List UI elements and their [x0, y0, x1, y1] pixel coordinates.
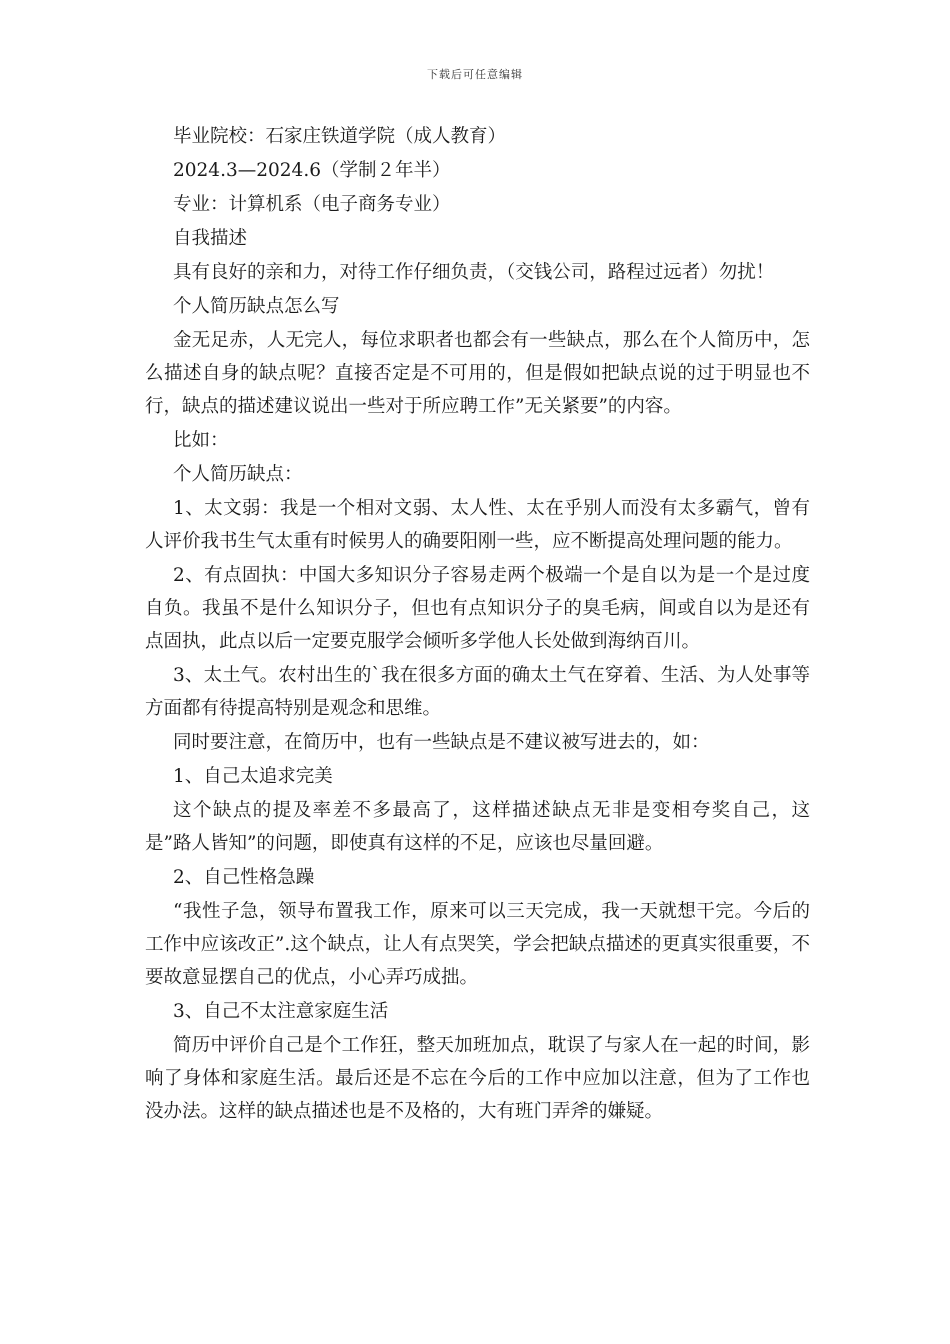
paragraph-study-period: 2024.3—2024.6（学制２年半） — [173, 160, 451, 181]
paragraph-weakness-2: 2、有点固执：中国大多知识分子容易走两个极端一个是自以为是一个是过度自负。我虽不是什么知识分子，但也有点知识分子的臭毛病，间或自以为是还有点固执，此点以后一定要克服学会倾听多学他人长处做到海纳百川。 — [145, 565, 810, 652]
paragraph-major: 专业：计算机系（电子商务专业） — [173, 194, 451, 215]
paragraph-weakness-3: 3、太土气。农村出生的`我在很多方面的确太土气在穿着、生活、为人处事等方面都有待提高特别是观念和思维。 — [145, 665, 810, 719]
paragraph-note: 同时要注意，在简历中，也有一些缺点是不建议被写进去的，如： — [173, 732, 710, 753]
heading-how-to-write-weaknesses: 个人简历缺点怎么写 — [173, 296, 340, 317]
paragraph-avoid-2: “我性子急，领导布置我工作，原来可以三天完成，我一天就想干完。今后的工作中应该改正”.这个缺点，让人有点哭笑，学会把缺点描述的更真实很重要，不要故意显摆自己的优点，小心弄巧成拙。 — [145, 901, 810, 988]
heading-avoid-3: 3、自己不太注意家庭生活 — [173, 1001, 389, 1022]
document-body — [145, 120, 810, 1129]
heading-self-description: 自我描述 — [173, 228, 248, 249]
paragraph-intro: 金无足赤，人无完人，每位求职者也都会有一些缺点，那么在个人简历中，怎么描述自身的缺点呢？直接否定是不可用的，但是假如把缺点说的过于明显也不行，缺点的描述建议说出一些对于所应聘工作”无关紧要”的内容。 — [145, 330, 810, 417]
paragraph-weakness-1: 1、太文弱：我是一个相对文弱、太人性、太在乎别人而没有太多霸气，曾有人评价我书生气太重有时候男人的确要阳刚一些，应不断提高处理问题的能力。 — [145, 498, 810, 552]
heading-resume-weaknesses: 个人简历缺点： — [173, 464, 303, 485]
paragraph-self-description: 具有良好的亲和力，对待工作仔细负责，（交钱公司，路程过远者）勿扰！ — [173, 262, 775, 283]
paragraph-avoid-1: 这个缺点的提及率差不多最高了，这样描述缺点无非是变相夸奖自己，这是”路人皆知”的问题，即使真有这样的不足，应该也尽量回避。 — [145, 800, 810, 854]
paragraph-for-example: 比如： — [173, 430, 229, 451]
paragraph-avoid-3: 简历中评价自己是个工作狂，整天加班加点，耽误了与家人在一起的时间，影响了身体和家庭生活。最后还是不忘在今后的工作中应加以注意，但为了工作也没办法。这样的缺点描述也是不及格的，大有班门弄斧的嫌疑。 — [145, 1035, 810, 1122]
paragraph-graduation-school: 毕业院校：石家庄铁道学院（成人教育） — [173, 126, 507, 147]
page-header: 下载后可任意编辑 — [427, 68, 523, 81]
heading-avoid-2: 2、自己性格急躁 — [173, 867, 315, 888]
heading-avoid-1: 1、自己太追求完美 — [173, 766, 333, 787]
